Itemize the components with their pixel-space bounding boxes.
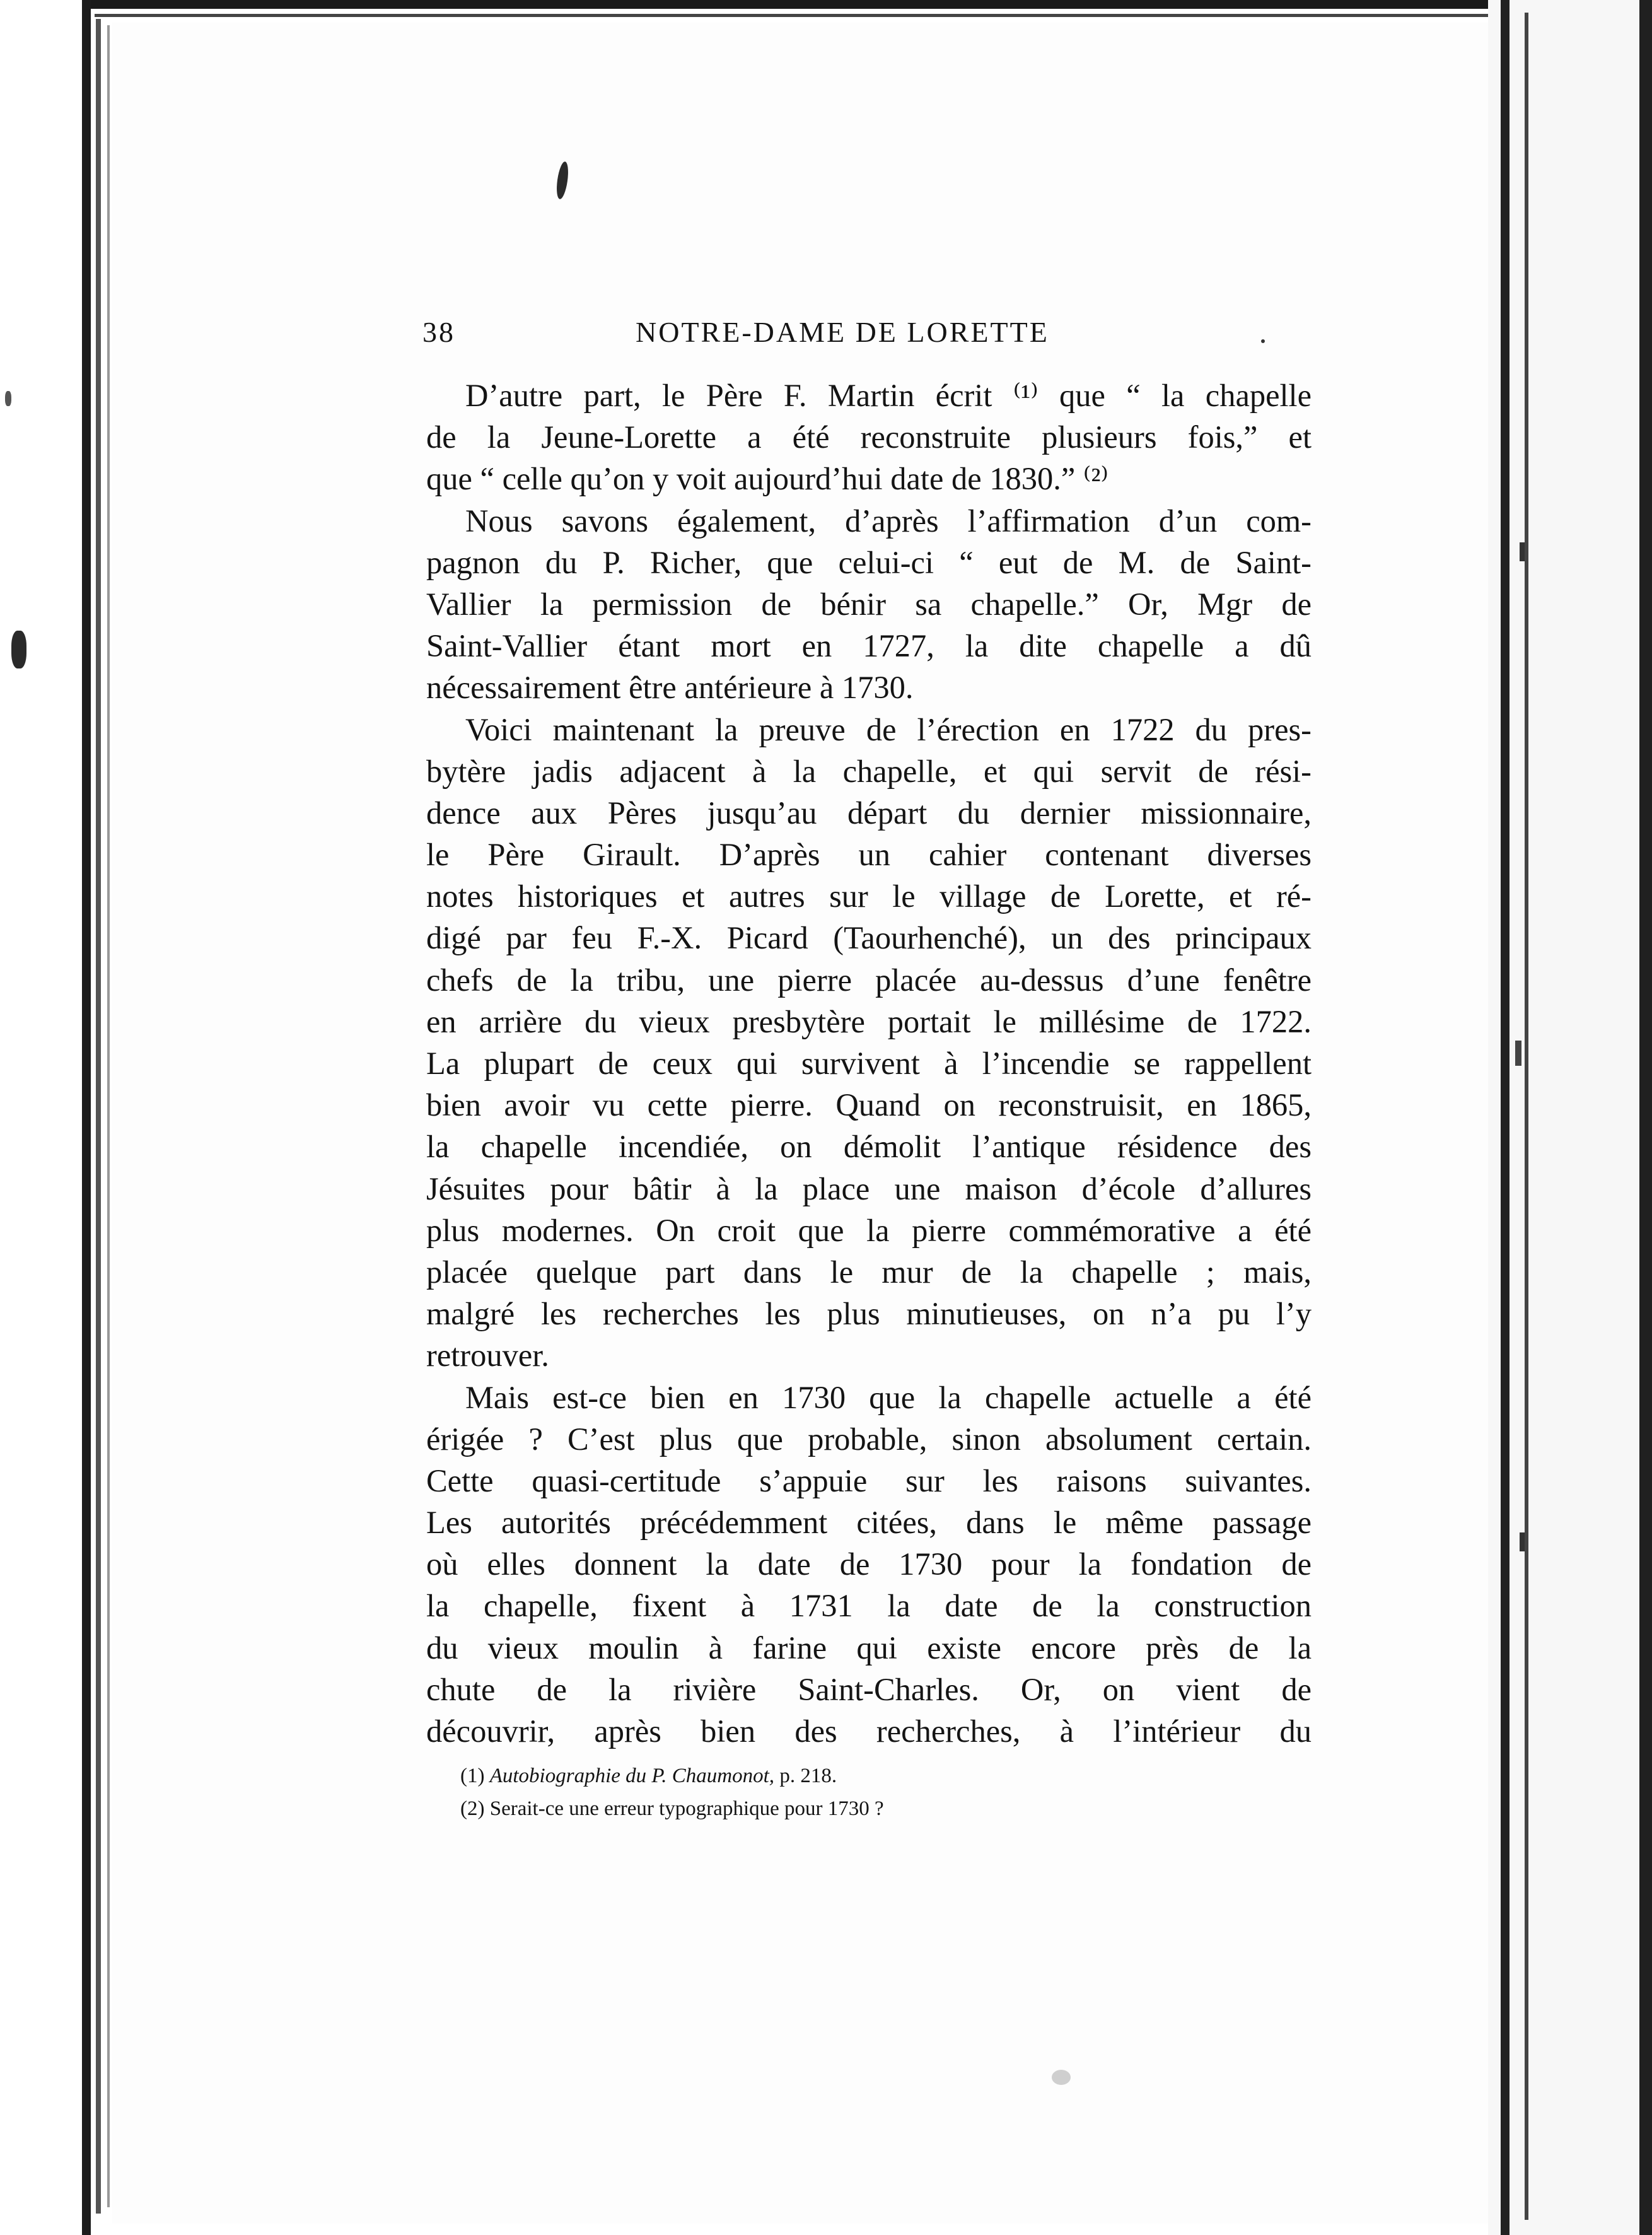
text-line: plus modernes. On croit que la pierre commémorative a été <box>426 1212 1312 1248</box>
scan-artifact <box>5 391 11 406</box>
footnotes <box>460 1759 1280 1825</box>
scan-left-edge <box>82 0 91 2235</box>
scan-right-edge <box>1639 0 1652 2235</box>
footnote-1-marker: (1) <box>460 1765 485 1787</box>
text-line: malgré les recherches les plus minutieuses, on n’a pu l’y <box>426 1296 1312 1332</box>
text-line: digé par feu F.-X. Picard (Taourhenché), un des principaux <box>426 920 1312 956</box>
text-line: Vallier la permission de bénir sa chapelle.” Or, Mgr de <box>426 586 1312 622</box>
text-line: en arrière du vieux presbytère portait le millésime de 1722. <box>426 1003 1312 1039</box>
text-line: D’autre part, le Père F. Martin écrit ⁽¹⁾ que “ la chapelle <box>465 378 1312 413</box>
paper-spot <box>1052 2070 1071 2085</box>
text-line: Voici maintenant la preuve de l’érection en 1722 du pres- <box>465 711 1312 747</box>
facing-page-edge <box>1501 0 1509 2235</box>
text-line: du vieux moulin à farine qui existe encore près de la <box>426 1630 1312 1666</box>
footnote-1-page: p. 218. <box>774 1765 837 1787</box>
text-line: Jésuites pour bâtir à la place une maison d’école d’allures <box>426 1170 1312 1206</box>
scan-artifact <box>1515 1041 1521 1066</box>
text-line: Les autorités précédemment citées, dans le même passage <box>426 1505 1312 1541</box>
text-line: la chapelle, fixent à 1731 la date de la construction <box>426 1588 1312 1624</box>
text-line: nécessairement être antérieure à 1730. <box>426 670 914 706</box>
footnote-1-title: Autobiographie du P. Chaumonot, <box>489 1765 775 1787</box>
scan-artifact <box>1520 542 1525 561</box>
text-line: chute de la rivière Saint-Charles. Or, on vient de <box>426 1671 1312 1707</box>
text-line: Mais est-ce bien en 1730 que la chapelle actuelle a été <box>465 1379 1312 1415</box>
text-line: pagnon du P. Richer, que celui-ci “ eut de M. de Saint- <box>426 544 1312 580</box>
text-line: Cette quasi-certitude s’appuie sur les raisons suivantes. <box>426 1462 1312 1498</box>
page-stack-edge <box>96 19 101 2214</box>
text-line: érigée ? C’est plus que probable, sinon absolument certain. <box>426 1421 1312 1457</box>
page-number: 38 <box>422 316 455 348</box>
text-line: chefs de la tribu, une pierre placée au-dessus d’une fenêtre <box>426 962 1312 998</box>
text-line: de la Jeune-Lorette a été reconstruite plusieurs fois,” et <box>426 419 1312 455</box>
text-line: découvrir, après bien des recherches, à l’intérieur du <box>426 1713 1312 1749</box>
text-line: le Père Girault. D’après un cahier contenant diverses <box>426 837 1312 873</box>
running-header <box>422 315 1457 366</box>
page-stack-edge-inner <box>107 25 110 2207</box>
header-dot <box>1261 339 1265 343</box>
text-line: la chapelle incendiée, on démolit l’antique résidence des <box>426 1129 1312 1165</box>
footnote-2: (2) Serait-ce une erreur typographique pour 1730 ? <box>460 1797 884 1820</box>
text-line: placée quelque part dans le mur de la chapelle ; mais, <box>426 1254 1312 1290</box>
facing-page-edge-inner <box>1525 13 1528 2220</box>
text-line: dence aux Pères jusqu’au départ du dernier missionnaire, <box>426 795 1312 831</box>
text-line: bien avoir vu cette pierre. Quand on reconstruisit, en 1865, <box>426 1087 1312 1123</box>
scan-artifact <box>11 631 26 668</box>
text-line: retrouver. <box>426 1338 549 1374</box>
text-line: bytère jadis adjacent à la chapelle, et qui servit de rési- <box>426 753 1312 789</box>
scan-top-edge <box>82 0 1570 9</box>
text-line: que “ celle qu’on y voit aujourd’hui date de 1830.” ⁽²⁾ <box>426 461 1108 497</box>
running-title: NOTRE-DAME DE LORETTE <box>636 316 1049 348</box>
text-line: Saint-Vallier étant mort en 1727, la dite chapelle a dû <box>426 628 1312 664</box>
facing-page-strip <box>1488 0 1652 2235</box>
footnote-1 <box>460 1759 1280 1792</box>
text-line: notes historiques et autres sur le village de Lorette, et ré- <box>426 878 1312 914</box>
scan-top-edge-inner <box>95 14 1545 17</box>
scan-artifact <box>1520 1532 1525 1551</box>
text-line: La plupart de ceux qui survivent à l’incendie se rappellent <box>426 1046 1312 1081</box>
text-line: Nous savons également, d’après l’affirmation d’un com- <box>465 503 1312 539</box>
body-text <box>426 375 1312 1752</box>
text-line: où elles donnent la date de 1730 pour la fondation de <box>426 1546 1312 1582</box>
